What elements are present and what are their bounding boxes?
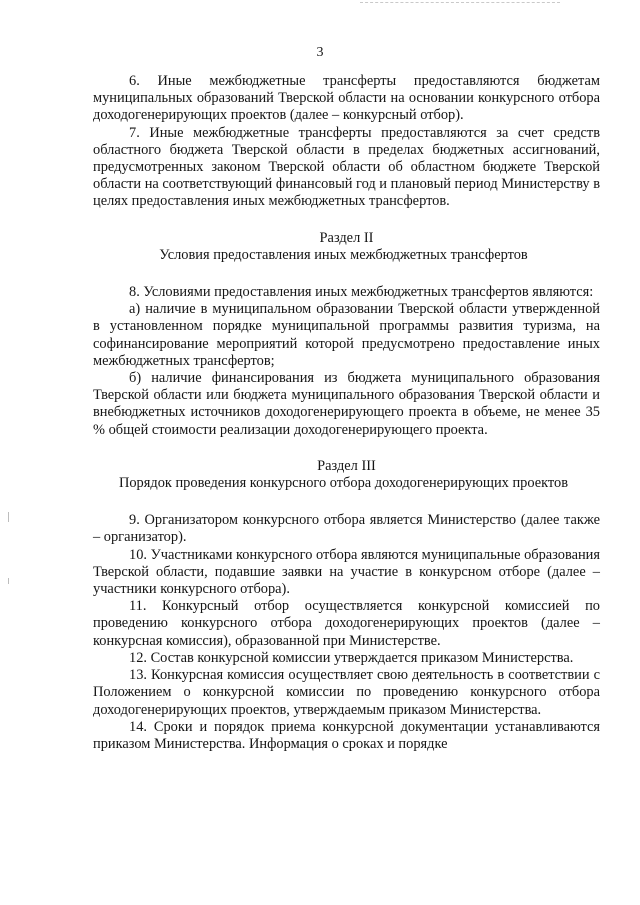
paragraph-11: 11. Конкурсный отбор осуществляется конкурсной комиссией по проведению конкурсного отбора доходогенерирующих проектов (далее – конкурсная комиссия), образованной при Министерстве. (93, 598, 600, 649)
section-2-heading: Раздел II (319, 229, 374, 246)
paragraph-9: 9. Организатором конкурсного отбора является Министерство (далее также – организатор). (93, 512, 600, 546)
scan-top-rule (360, 2, 560, 5)
scan-margin-mark (8, 512, 9, 522)
paragraph-8: 8. Условиями предоставления иных межбюджетных трансфертов являются: (129, 284, 594, 301)
paragraph-7: 7. Иные межбюджетные трансферты предоставляются за счет средств областного бюджета Тверской области в пределах бюджетных ассигнований, предусмотренных законом Тверской области об областном бюджете Тверской области на соответствующий финансовый год и плановый период Министерству в целях предоставления иных межбюджетных трансфертов. (93, 124, 600, 210)
paragraph-12: 12. Состав конкурсной комиссии утверждается приказом Министерства. (129, 649, 574, 666)
page-number: 3 (316, 45, 324, 60)
paragraph-8b: б) наличие финансирования из бюджета муниципального образования Тверской области или бюджета муниципального образования Тверской области и внебюджетных источников доходогенерирующего проекта в объеме, не менее 35 % общей стоимости реализации доходогенерирующего проекта. (93, 370, 600, 438)
paragraph-13: 13. Конкурсная комиссия осуществляет свою деятельность в соответствии с Положением о конкурсной комиссии по проведению конкурсного отбора доходогенерирующих проектов, утверждаемым приказом Министерства. (93, 667, 600, 718)
paragraph-10: 10. Участниками конкурсного отбора являются муниципальные образования Тверской области, подавшие заявки на участие в конкурсном отборе (далее – участники конкурсного отбора). (93, 546, 600, 598)
document-body (93, 73, 600, 753)
paragraph-8a: а) наличие в муниципальном образовании Тверской области утвержденной в установленном порядке муниципальной программы развития туризма, на софинансирование мероприятий которой предусмотрено предоставление иных межбюджетных трансфертов; (93, 301, 600, 369)
scan-margin-mark (8, 578, 9, 584)
paragraph-6: 6. Иные межбюджетные трансферты предоставляются бюджетам муниципальных образований Тверской области на основании конкурсного отбора доходогенерирующих проектов (далее – конкурсный отбор). (93, 73, 600, 124)
paragraph-14: 14. Сроки и порядок приема конкурсной документации устанавливаются приказом Министерства. Информация о сроках и порядке (93, 718, 600, 752)
section-3-title: Порядок проведения конкурсного отбора доходогенерирующих проектов (118, 475, 569, 492)
section-3-heading: Раздел III (317, 457, 376, 474)
section-2-title: Условия предоставления иных межбюджетных трансфертов (159, 246, 528, 263)
